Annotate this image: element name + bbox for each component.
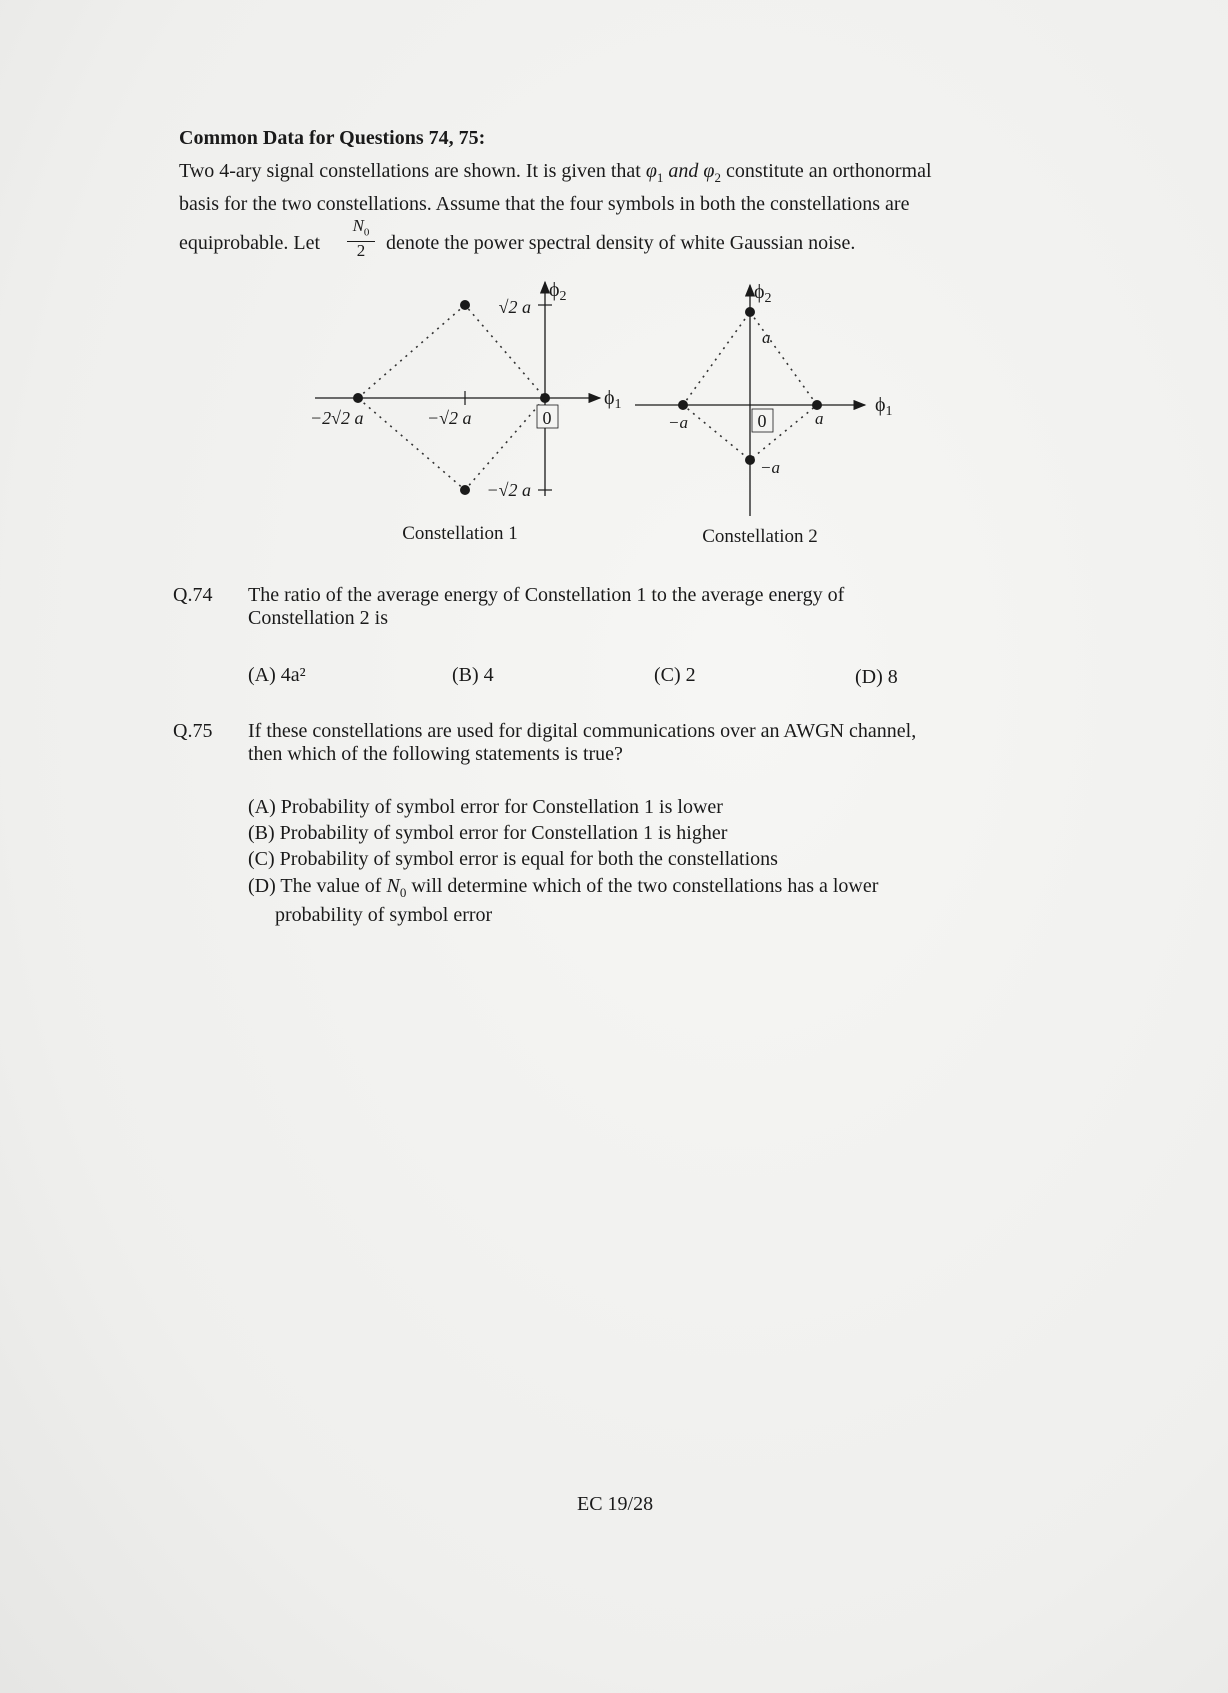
and-word: and [663, 160, 704, 182]
intro-line-2: basis for the two constellations. Assume that the four symbols in both the constellations are [179, 193, 910, 215]
c2-point-top [745, 307, 755, 317]
intro-line-1-start: Two 4-ary signal constellations are shown. It is given that [179, 160, 646, 182]
q74-text-line-1: The ratio of the average energy of Constellation 1 to the average energy of [248, 584, 845, 606]
c2-caption: Constellation 2 [702, 526, 818, 547]
q74-option-a[interactable]: (A) 4a² [248, 664, 306, 686]
fraction-numerator-sub: 0 [363, 226, 370, 239]
fraction-numerator-n: N [352, 216, 364, 235]
c1-point-origin [540, 393, 550, 403]
intro-line-1-end: constitute an orthonormal [721, 160, 932, 182]
c1-point-top [460, 300, 470, 310]
constellation-1-diagram [310, 279, 622, 544]
c2-origin-label: 0 [757, 411, 767, 431]
constellation-2-diagram [635, 281, 893, 547]
c2-tick-right-label: a [815, 409, 824, 428]
c1-caption: Constellation 1 [402, 523, 518, 544]
q75-text-line-1: If these constellations are used for digital communications over an AWGN channel, [248, 720, 917, 742]
page-number: EC 19/28 [577, 1493, 654, 1515]
c2-point-left [678, 400, 688, 410]
q74-text-line-2: Constellation 2 is [248, 607, 388, 629]
c1-tick-left-near-label: −√2 a [427, 408, 472, 428]
constellation-figure [0, 0, 1228, 560]
common-data-title: Common Data for Questions 74, 75: [179, 127, 486, 149]
fraction-denominator: 2 [356, 241, 366, 261]
c2-phi1-label: $\phi_1$ [875, 394, 893, 419]
c1-point-bottom [460, 485, 470, 495]
q75-option-c[interactable]: (C) Probability of symbol error is equal for both the constellations [248, 848, 778, 870]
c1-tick-left-far-label: −2√2 a [310, 408, 364, 428]
q75-option-a[interactable]: (A) Probability of symbol error for Constellation 1 is lower [248, 796, 723, 818]
c1-origin-label: 0 [542, 408, 552, 428]
q75-text-line-2: then which of the following statements is true? [248, 743, 623, 765]
q75-option-d-start: (D) The value of [248, 875, 387, 897]
q75-option-d-sub: 0 [399, 885, 407, 900]
c1-phi2-label: $\phi_2$ [549, 279, 567, 304]
c2-tick-left-label: −a [668, 413, 688, 432]
q75-option-d[interactable] [248, 874, 878, 905]
c2-phi2-label: $\phi_2$ [754, 281, 772, 306]
c1-point-left [353, 393, 363, 403]
q75-option-d-line-2: probability of symbol error [275, 904, 493, 926]
intro-line-3-end: denote the power spectral density of white Gaussian noise. [386, 232, 856, 254]
c2-tick-top-label: a [762, 328, 771, 347]
q74-number: Q.74 [173, 584, 213, 606]
c1-tick-top-label: √2 a [498, 297, 531, 317]
q75-option-d-n: N [386, 875, 400, 897]
q75-number: Q.75 [173, 720, 213, 742]
c2-point-bottom [745, 455, 755, 465]
q75-option-d-end: will determine which of the two constellations has a lower [406, 875, 879, 897]
c2-tick-bottom-label: −a [760, 458, 780, 477]
c1-tick-bottom-label: −√2 a [486, 480, 531, 500]
q74-option-d[interactable]: (D) 8 [855, 666, 898, 688]
intro-line-3-start: equiprobable. Let [179, 232, 321, 254]
phi1-symbol: φ [645, 160, 657, 182]
q74-option-b[interactable]: (B) 4 [452, 664, 494, 686]
phi1-subscript: 1 [656, 170, 664, 185]
phi2-symbol: φ [703, 160, 715, 182]
phi2-subscript: 2 [714, 170, 721, 185]
q74-option-c[interactable]: (C) 2 [654, 664, 696, 686]
c1-phi1-label: $\phi_1$ [604, 387, 622, 412]
q75-option-b[interactable]: (B) Probability of symbol error for Constellation 1 is higher [248, 822, 728, 844]
